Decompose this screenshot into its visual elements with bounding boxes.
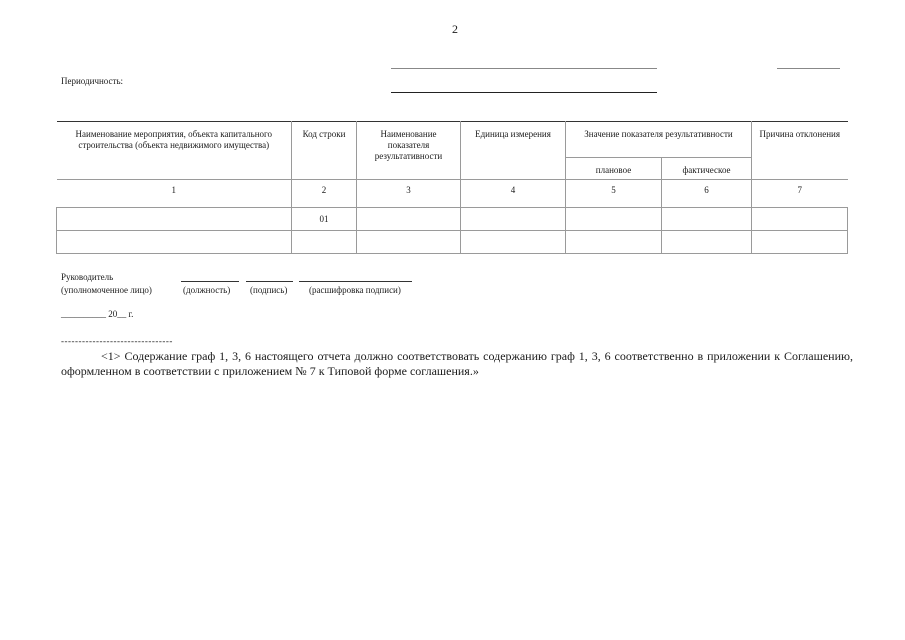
table-cell: 01: [292, 208, 357, 231]
header-indicator-name: Наименование показателя результативности: [357, 122, 461, 180]
signature-line: [246, 281, 293, 282]
column-number: 6: [662, 180, 752, 208]
signature-label: (подпись): [250, 285, 288, 295]
decoding-line: [299, 281, 412, 282]
header-event-name: Наименование мероприятия, объекта капитального строительства (объекта недвижимого имущества): [57, 122, 292, 180]
position-line: [181, 281, 239, 282]
column-number: 7: [752, 180, 848, 208]
table-cell: [461, 208, 566, 231]
table-cell: [566, 208, 662, 231]
table-row: [57, 231, 848, 254]
column-number: 3: [357, 180, 461, 208]
table-cell: [566, 231, 662, 254]
footnote-text: <1> Содержание граф 1, 3, 6 настоящего отчета должно соответствовать содержанию граф 1, 3, 6 соответственно в приложении к Соглашению, оформленном в соответствии с приложением № 7 к Типовой форме соглашения.»: [61, 349, 853, 378]
table-cell: [292, 231, 357, 254]
header-actual: фактическое: [662, 158, 752, 180]
page-number: 2: [452, 22, 458, 36]
header-indicator-value: Значение показателя результативности: [566, 122, 752, 158]
header-unit: Единица измерения: [461, 122, 566, 180]
table-cell: [752, 231, 848, 254]
table-cell: [752, 208, 848, 231]
column-number: 1: [57, 180, 292, 208]
table-cell: [461, 231, 566, 254]
head-label: Руководитель: [61, 272, 114, 282]
date-line: __________ 20__ г.: [61, 309, 134, 319]
periodicity-label: Периодичность:: [61, 76, 124, 86]
column-number: 5: [566, 180, 662, 208]
table-cell: [57, 231, 292, 254]
table-cell: [57, 208, 292, 231]
column-numbers-row: [57, 180, 848, 208]
header-deviation-reason: Причина отклонения: [752, 122, 848, 180]
column-number: 4: [461, 180, 566, 208]
footnote-separator: --------------------------------: [61, 336, 173, 346]
header-row-code: Код строки: [292, 122, 357, 180]
position-label: (должность): [183, 285, 231, 295]
blank-line-top-right: [777, 68, 840, 69]
table-cell: [357, 231, 461, 254]
column-number: 2: [292, 180, 357, 208]
periodicity-line: [391, 92, 657, 93]
authorized-label: (уполномоченное лицо): [61, 285, 152, 295]
results-table: [56, 121, 848, 254]
table-cell: [357, 208, 461, 231]
decoding-label: (расшифровка подписи): [309, 285, 401, 295]
blank-line-top: [391, 68, 657, 69]
table-cell: [662, 208, 752, 231]
header-planned: плановое: [566, 158, 662, 180]
table-cell: [662, 231, 752, 254]
table-row: [57, 208, 848, 231]
